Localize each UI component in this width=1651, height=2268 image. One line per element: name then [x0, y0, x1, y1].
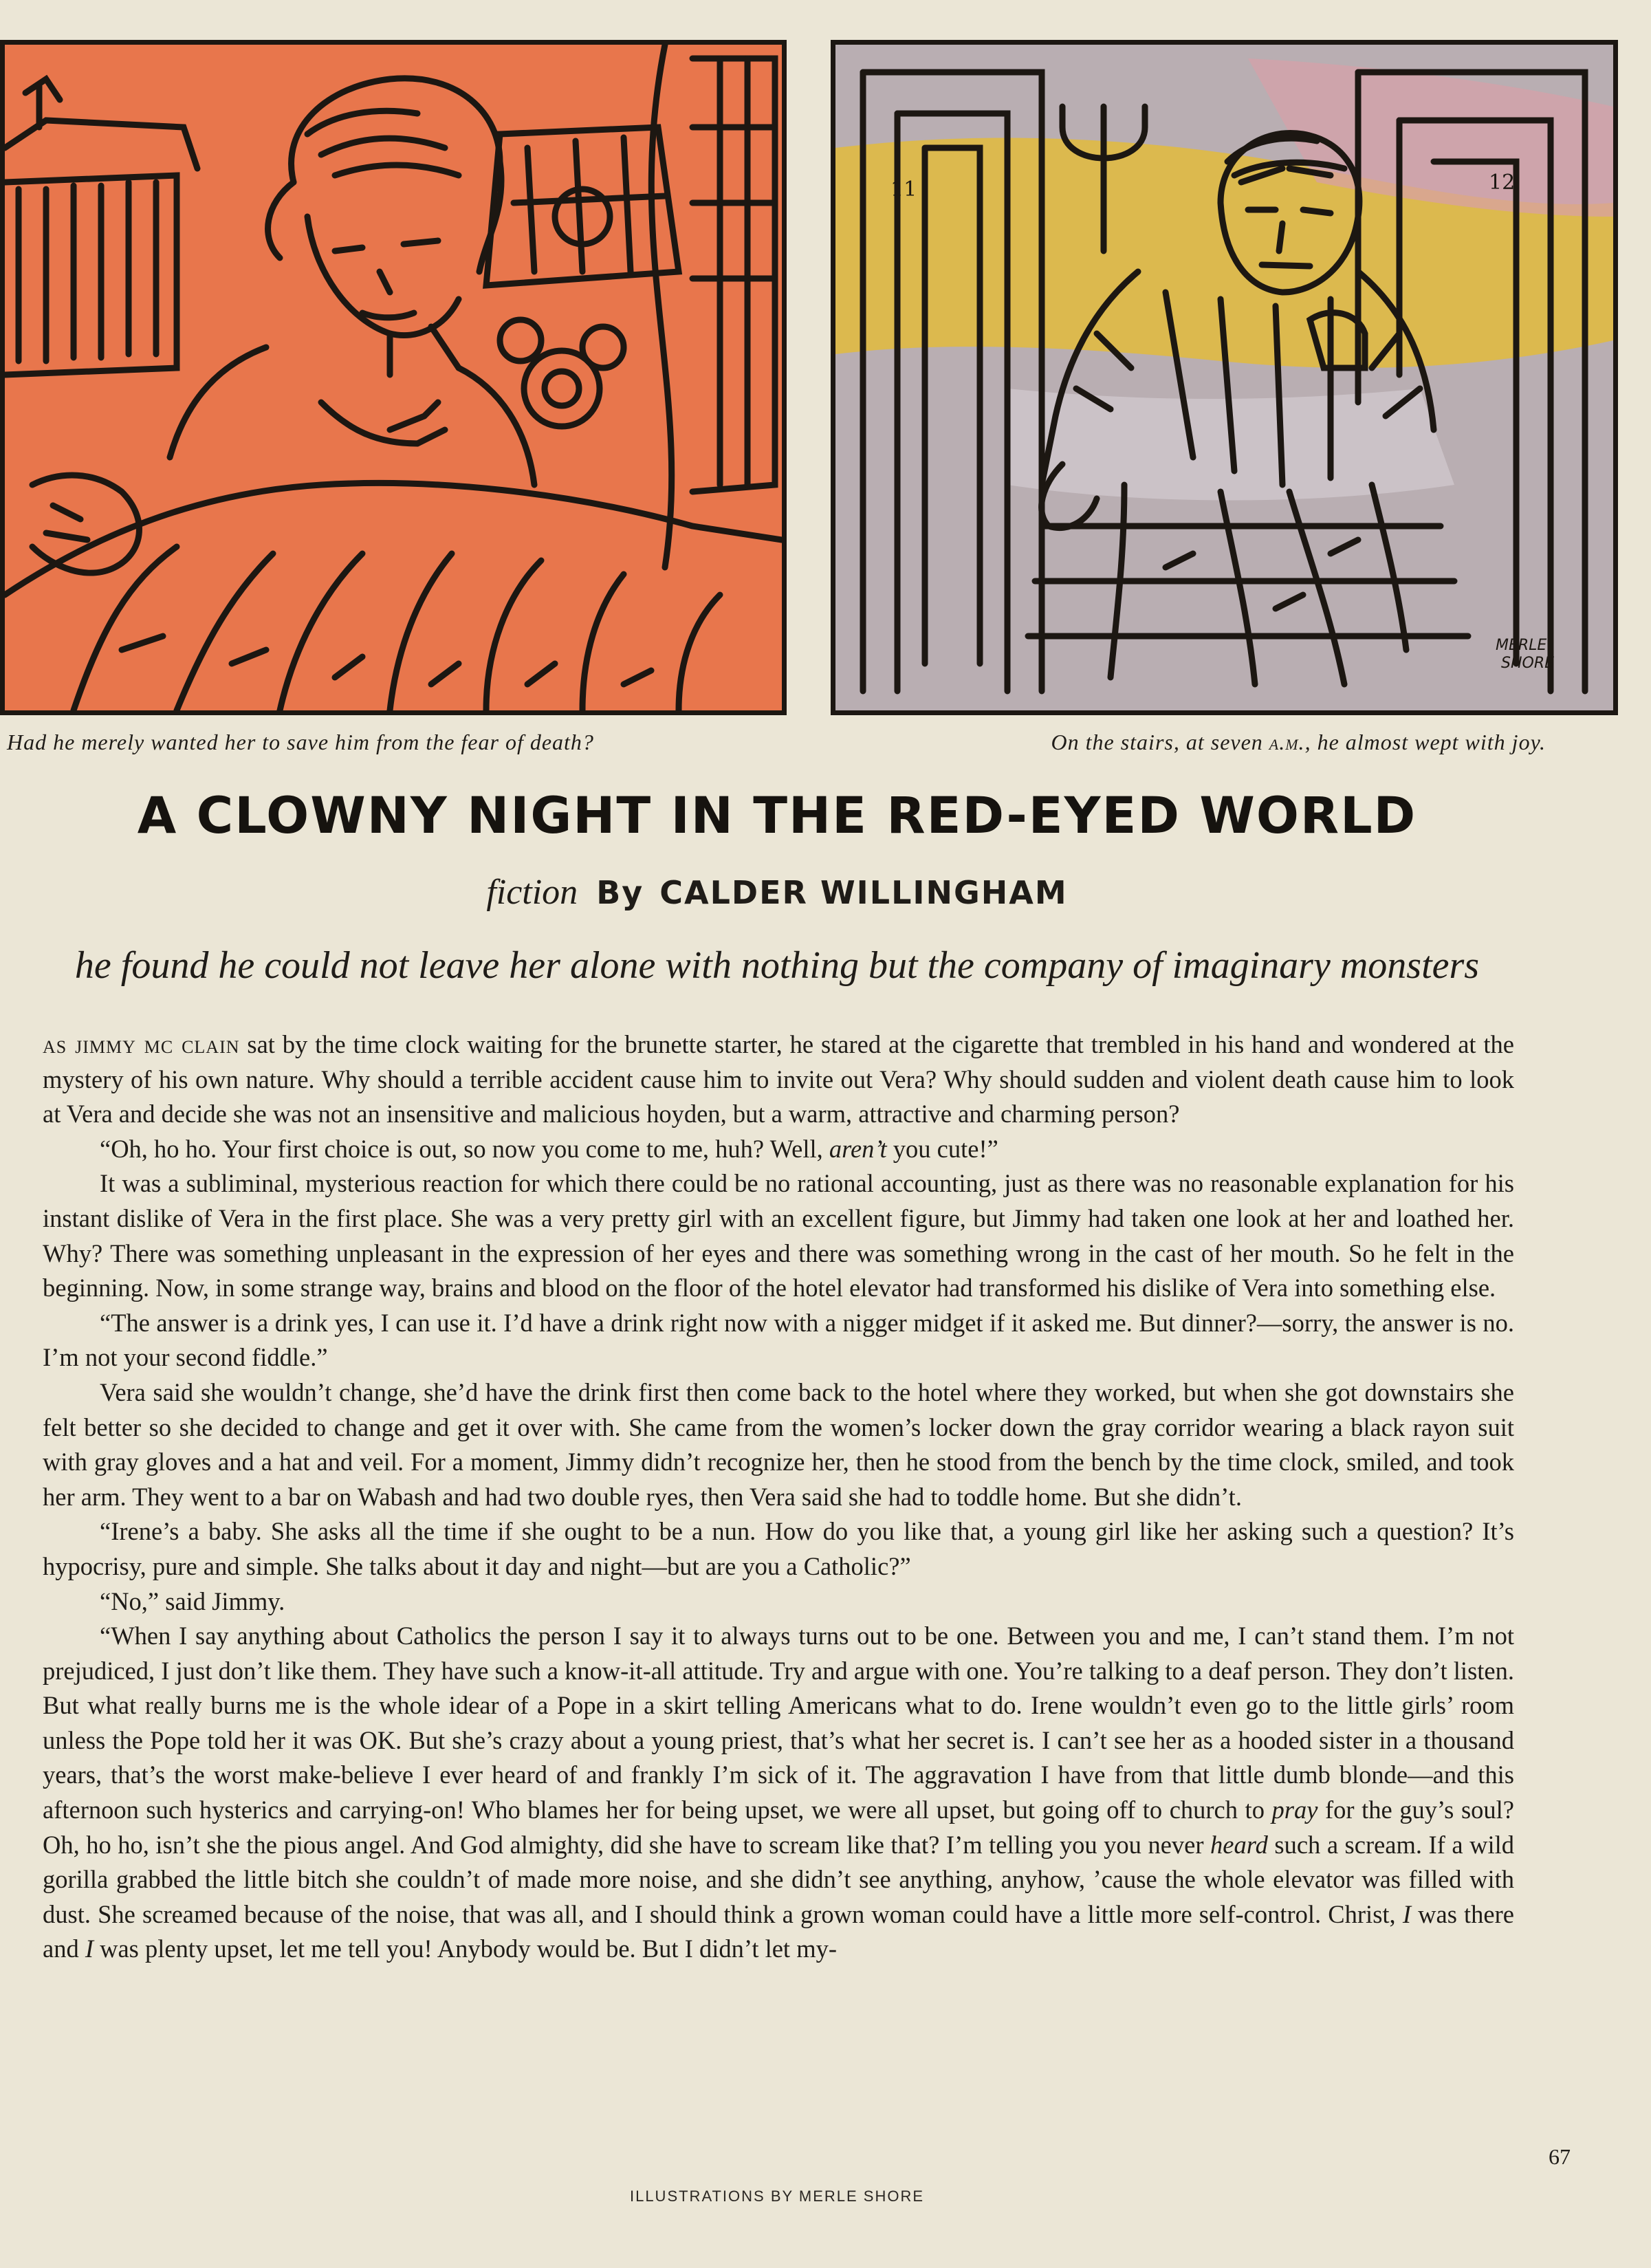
illustration-credit: ILLUSTRATIONS BY MERLE SHORE: [629, 2188, 925, 2205]
story-title: A CLOWNY NIGHT IN THE RED-EYED WORLD: [137, 787, 1417, 845]
lead-in: as jimmy mc clain: [43, 1030, 240, 1058]
paragraph-3: It was a subliminal, mysterious reaction for which there could be no rational accounting, just as there was no reasonable explanation for his instant dislike of Vera in the first place. She was a very pretty girl with an excellent figure, but Jimmy had taken one look at her and loathed her. Why? There was something unpleasant in the expression of her eyes and there was something wrong in the cast of her mouth. So he felt in the beginning. Now, in some strange way, brains and blood on the floor of the hotel elevator had transformed his dislike of Vera into something else.: [43, 1169, 1514, 1302]
paragraph-8-emphasis-2: heard: [1210, 1830, 1268, 1859]
room-number-12: 12: [1489, 171, 1516, 195]
paragraph-2-text-b: you cute!”: [886, 1134, 998, 1163]
paragraph-8-emphasis-4: I: [85, 1934, 94, 1963]
caption-left: Had he merely wanted her to save him from the fear of death?: [7, 730, 594, 754]
caption-right-text-2: , he almost wept with joy.: [1304, 730, 1546, 754]
illustration-bedroom: [0, 40, 787, 715]
byline-genre: fiction: [486, 873, 578, 912]
byline-prefix: By: [596, 874, 644, 911]
paragraph-8: [43, 1619, 1514, 1967]
caption-right: [1051, 725, 1546, 759]
story-dek: he found he could not leave her alone with nothing but the company of imaginary monsters: [74, 944, 1480, 987]
caption-right-text-1: On the stairs, at seven: [1051, 730, 1263, 754]
paragraph-1-text: sat by the time clock waiting for the brunette starter, he stared at the cigarette that trembled in his hand and wondered at the mystery of his own nature. Why should a terrible accident cause him to invite out Vera? Why should sudden and violent death cause him to look at Vera and decide she was not an insensitive and malicious hoyden, but a warm, attractive and charming person?: [43, 1030, 1514, 1128]
paragraph-4: “The answer is a drink yes, I can use it. I’d have a drink right now with a nigger midget if it asked me. But dinner?—sorry, the answer is no. I’m not your second fiddle.”: [43, 1308, 1514, 1372]
bedroom-artwork: [5, 45, 782, 710]
byline: [0, 872, 1554, 913]
paragraph-8-emphasis-1: pray: [1271, 1796, 1318, 1824]
artist-signature-line2: SHORE: [1501, 655, 1555, 672]
paragraph-8-text-a: “When I say anything about Catholics the person I say it to always turns out to be one. Between you and me, I can’t stand them. I’m not prejudiced, I just don’t like them. They have such a know-it-all attitude. Try and argue with one. You’re talking to a deaf person. They don’t listen. But what really burns me is the whole idear of a Pope in a skirt telling Americans what to do. Irene wouldn’t even go to the little girls’ room unless the Pope told her it was OK. But she’s crazy about a young priest, that’s what her secret is. I can’t see her as a hooded sister in a thousand years, that’s the worst make-believe I ever heard of and frankly I’m sick of it. The aggravation I have from that little dumb blonde—and this afternoon such hysterics and carrying-on! Who blames her for being upset, we were all upset, but going off to church to: [43, 1622, 1514, 1824]
room-number-11: 11: [890, 177, 917, 201]
illustration-stairs: [831, 40, 1618, 715]
paragraph-8-text-d: was there and: [43, 1899, 1514, 1963]
paragraph-6: “Irene’s a baby. She asks all the time if she ought to be a nun. How do you like that, a young girl like her asking such a question? It’s hypocrisy, pure and simple. She talks about it day and night—but are you a Catholic?”: [43, 1517, 1514, 1580]
story-body: [43, 1027, 1514, 1967]
paragraph-8-text-e: was plenty upset, let me tell you! Anybody would be. But I didn’t let my-: [93, 1934, 837, 1963]
paragraph-8-emphasis-3: I: [1402, 1899, 1411, 1928]
paragraph-7: “No,” said Jimmy.: [100, 1586, 285, 1615]
stairs-artwork: [835, 45, 1613, 710]
paragraph-2: [43, 1132, 1514, 1167]
paragraph-2-text-a: “Oh, ho ho. Your first choice is out, so now you come to me, huh? Well,: [100, 1134, 829, 1163]
caption-right-time: a.m.: [1269, 730, 1305, 754]
paragraph-5: Vera said she wouldn’t change, she’d have the drink first then come back to the hotel where they worked, but when she got downstairs she felt better so she decided to change and get it over with. She came from the women’s locker down the gray corridor wearing a black rayon suit with gray gloves and a hat and veil. For a moment, Jimmy didn’t recognize her, then he stood from the bench by the time clock, smiled, and took her arm. They went to a bar on Wabash and had two double ryes, then Vera said she had to toddle home. But she didn’t.: [43, 1377, 1514, 1511]
artist-signature-line1: MERLE: [1496, 637, 1547, 654]
paragraph-8-text-c: such a scream. If a wild gorilla grabbed the little bitch she couldn’t of made more noise, and she didn’t see anything, anyhow, ’cause the whole elevator was filled with dust. She screamed because of the noise, that was all, and I should think a grown woman could have a little more self-control. Christ,: [43, 1830, 1514, 1928]
paragraph-1: [43, 1027, 1514, 1132]
page-number: 67: [1549, 2144, 1571, 2169]
paragraph-2-emphasis: aren’t: [829, 1134, 887, 1163]
byline-author: CALDER WILLINGHAM: [659, 874, 1068, 911]
paragraph-8-text-b: for the guy’s soul? Oh, ho ho, isn’t she the pious angel. And God almighty, did she have to scream like that? I’m telling you you never: [43, 1796, 1514, 1859]
